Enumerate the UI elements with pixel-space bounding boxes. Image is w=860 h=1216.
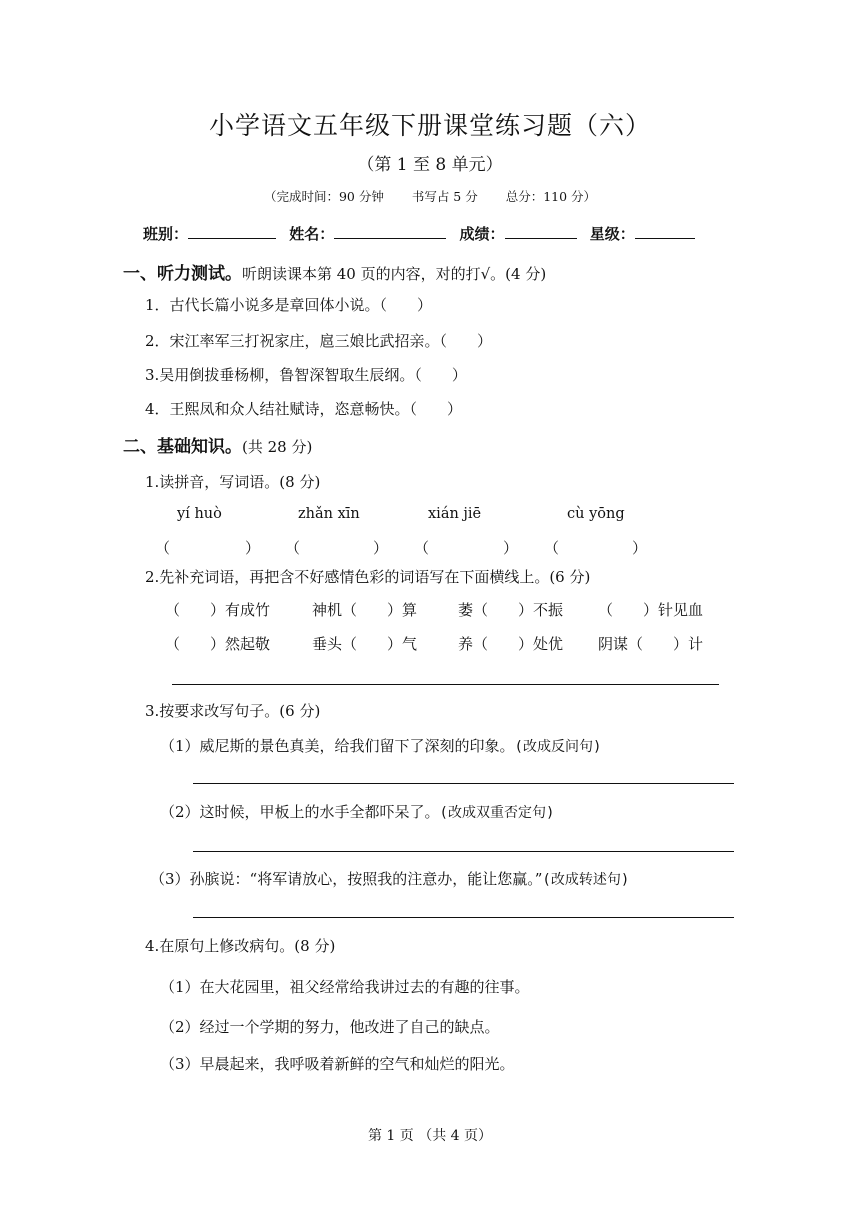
rewrite-sentence: （1）威尼斯的景色真美，给我们留下了深刻的印象。 bbox=[160, 737, 515, 755]
rewrite-item bbox=[150, 868, 629, 889]
answer-paren-close: ） bbox=[373, 539, 389, 557]
q4-label: 4.在原句上修改病句。(8 分) bbox=[145, 937, 336, 955]
unit-range: （第 1 至 8 单元） bbox=[357, 155, 503, 175]
answer-line[interactable] bbox=[193, 851, 734, 852]
class-label: 班别： bbox=[143, 225, 189, 243]
section-1-title: 一、听力测试。 bbox=[123, 264, 242, 284]
listening-item: 1．古代长篇小说多是章回体小说。（ ） bbox=[145, 296, 433, 314]
section-1-instruction: 听朗读课本第 40 页的内容，对的打√。(4 分) bbox=[242, 265, 547, 283]
student-fields bbox=[143, 223, 703, 244]
idiom-item: （ ）有成竹 bbox=[165, 601, 271, 619]
listening-item: 2．宋江率军三打祝家庄，扈三娘比武招亲。（ ） bbox=[145, 332, 493, 350]
pinyin-word: zhǎn xīn bbox=[298, 506, 360, 522]
name-label: 姓名： bbox=[289, 225, 335, 243]
page-footer: 第 1 页 （共 4 页） bbox=[367, 1128, 493, 1144]
rewrite-requirement: (改成反问句) bbox=[514, 739, 602, 755]
section-2-title: 二、基础知识。 bbox=[123, 437, 242, 457]
sick-sentence: （2）经过一个学期的努力，他改进了自己的缺点。 bbox=[160, 1018, 500, 1036]
answer-line[interactable] bbox=[193, 917, 734, 918]
answer-paren-close: ） bbox=[503, 539, 519, 557]
q1-label: 1.读拼音，写词语。(8 分) bbox=[145, 473, 321, 491]
rewrite-requirement: (改成双重否定句) bbox=[439, 805, 555, 821]
pinyin-word: xián jiē bbox=[428, 506, 482, 522]
class-blank[interactable] bbox=[188, 224, 276, 239]
pinyin-word: yí huò bbox=[177, 506, 222, 522]
name-blank[interactable] bbox=[334, 224, 446, 239]
idiom-item: 萎（ ）不振 bbox=[458, 601, 564, 619]
writing-info: 书写占 5 分 bbox=[411, 189, 478, 204]
q3-label: 3.按要求改写句子。(6 分) bbox=[145, 702, 321, 720]
sick-sentence: （1）在大花园里，祖父经常给我讲过去的有趣的往事。 bbox=[160, 978, 530, 996]
rewrite-sentence: （3）孙膑说：“将军请放心，按照我的注意办，能让您赢。” bbox=[150, 870, 543, 888]
pinyin-word: cù yōng bbox=[567, 506, 625, 522]
section-2-note: (共 28 分) bbox=[242, 438, 313, 456]
answer-paren-open: （ bbox=[285, 539, 301, 557]
time-info: （完成时间：90 分钟 bbox=[263, 189, 384, 204]
answer-paren-close: ） bbox=[245, 539, 261, 557]
answer-line[interactable] bbox=[172, 684, 719, 685]
page-title: 小学语文五年级下册课堂练习题（六） bbox=[208, 111, 651, 140]
exam-info bbox=[0, 187, 860, 205]
listening-item: 4．王熙凤和众人结社赋诗，恣意畅快。（ ） bbox=[145, 400, 463, 418]
section-2-heading bbox=[123, 432, 312, 457]
score-blank[interactable] bbox=[505, 224, 577, 239]
listening-item: 3.吴用倒拔垂杨柳，鲁智深智取生辰纲。（ ） bbox=[145, 366, 467, 384]
rewrite-requirement: (改成转述句) bbox=[542, 872, 630, 888]
rewrite-item bbox=[160, 801, 554, 822]
score-label: 成绩： bbox=[459, 225, 505, 243]
answer-paren-open: （ bbox=[414, 539, 430, 557]
stars-blank[interactable] bbox=[635, 224, 695, 239]
answer-line[interactable] bbox=[193, 783, 734, 784]
answer-paren-open: （ bbox=[544, 539, 560, 557]
rewrite-item bbox=[160, 735, 601, 756]
answer-paren-close: ） bbox=[632, 539, 648, 557]
q2-label: 2.先补充词语，再把含不好感情色彩的词语写在下面横线上。(6 分) bbox=[145, 568, 591, 586]
section-1-heading bbox=[123, 259, 546, 284]
idiom-item: （ ）针见血 bbox=[598, 601, 704, 619]
idiom-item: （ ）然起敬 bbox=[165, 635, 271, 653]
idiom-item: 神机（ ）算 bbox=[312, 601, 418, 619]
stars-label: 星级： bbox=[589, 225, 635, 243]
idiom-item: 养（ ）处优 bbox=[458, 635, 564, 653]
rewrite-sentence: （2）这时候，甲板上的水手全都吓呆了。 bbox=[160, 803, 440, 821]
idiom-item: 垂头（ ）气 bbox=[312, 635, 418, 653]
total-info: 总分：110 分） bbox=[505, 189, 597, 204]
sick-sentence: （3）早晨起来，我呼吸着新鲜的空气和灿烂的阳光。 bbox=[160, 1055, 515, 1073]
answer-paren-open: （ bbox=[155, 539, 171, 557]
idiom-item: 阴谋（ ）计 bbox=[598, 635, 704, 653]
